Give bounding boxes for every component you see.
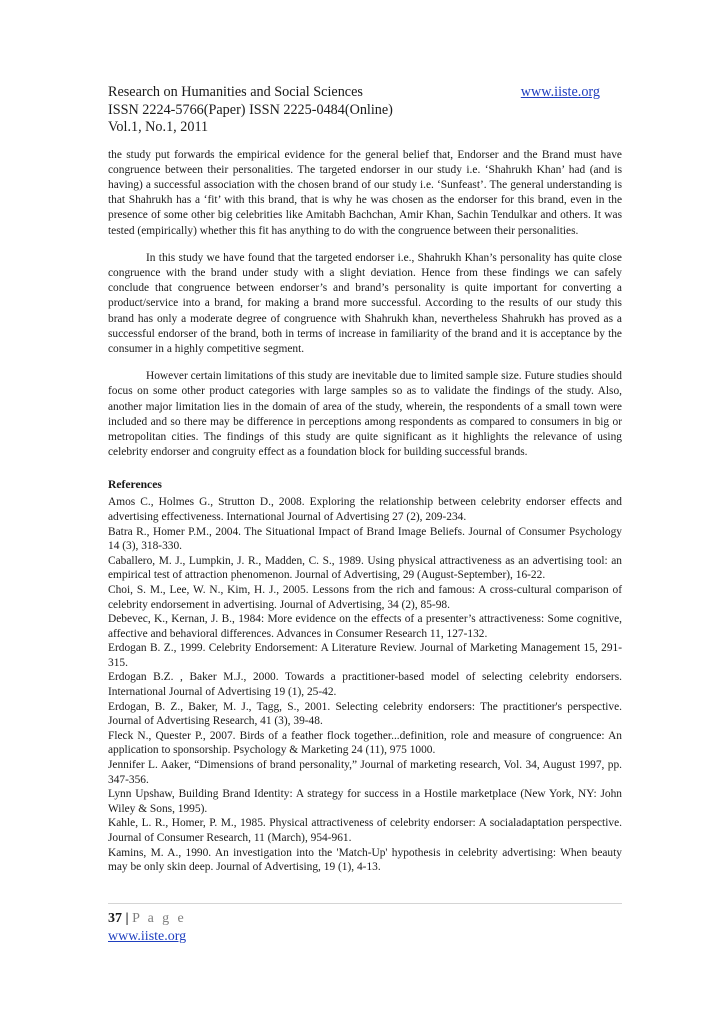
body-paragraph-1: the study put forwards the empirical evidence for the general belief that, Endorser and the Brand must have congruence between their personalities. The targeted endorser in our study i.e. ‘Shahrukh Khan’ had (and is having) a successful association with the chosen brand of our study i.e. ‘Sunfeast’. The general understanding is that Shahrukh has a ‘fit’ with this brand, that is why he was chosen as the endorser for this brand, even in the presence of some other big celebrities like Amitabh Bachchan, Amir Khan, Sachin Tendulkar and others. It was tested (empirically) whether this fit has anything to do with the congruence between their personalities. <box>108 148 622 237</box>
reference-item: Caballero, M. J., Lumpkin, J. R., Madden, C. S., 1989. Using physical attractiveness as an advertising tool: an empirical test of attraction phenomenon. Journal of Advertising, 29 (August-September), 16-22. <box>108 554 622 582</box>
reference-item: Erdogan B. Z., 1999. Celebrity Endorsement: A Literature Review. Journal of Marketing Management 15, 291-315. <box>108 642 622 669</box>
reference-item: Choi, S. M., Lee, W. N., Kim, H. J., 2005. Lessons from the rich and famous: A cross-cultural comparison of celebrity endorsement in advertising. Journal of Advertising, 34 (2), 85-98. <box>108 583 622 611</box>
footer-url-link[interactable]: www.iiste.org <box>108 929 187 944</box>
header-url-link[interactable]: www.iiste.org <box>520 84 600 100</box>
volume-line: Vol.1, No.1, 2011 <box>108 119 209 135</box>
reference-item: Batra R., Homer P.M., 2004. The Situational Impact of Brand Image Beliefs. Journal of Consumer Psychology 14 (3), 318-330. <box>108 525 622 553</box>
reference-item: Kamins, M. A., 1990. An investigation into the 'Match-Up' hypothesis in celebrity advertising: When beauty may be only skin deep. Journal of Advertising, 19 (1), 4-13. <box>108 846 622 874</box>
page-footer <box>108 903 622 945</box>
journal-title: Research on Humanities and Social Sciences <box>108 84 363 100</box>
page-content <box>108 84 622 875</box>
body-paragraph-2: In this study we have found that the targeted endorser i.e., Shahrukh Khan’s personality has quite close congruence with the brand under study with a slight deviation. Hence from these findings we can safely conclude that congruence between endorser’s and brand’s personality is quite important for converting a product/service into a brand, for making a brand more successful. According to the results of our study this brand has only a moderate degree of congruence with Shahrukh khan, nevertheless Shahrukh has proved as a successful endorser of the brand, both in terms of increase in familiarity of the brand and it is acceptance by the consumer in a highly competitive segment. <box>108 251 622 355</box>
reference-item: Jennifer L. Aaker, “Dimensions of brand personality,” Journal of marketing research, Vol. 34, August 1997, pp. 347-356. <box>108 759 622 786</box>
page-number: 37 <box>108 911 122 926</box>
reference-item: Erdogan, B. Z., Baker, M. J., Tagg, S., 2001. Selecting celebrity endorsers: The practitioner's perspective. Journal of Advertising Research, 41 (3), 39-48. <box>108 700 622 728</box>
reference-item: Lynn Upshaw, Building Brand Identity: A strategy for success in a Hostile marketplace (New York, NY: John Wiley & Sons, 1995). <box>108 788 622 815</box>
reference-item: Debevec, K., Kernan, J. B., 1984: More evidence on the effects of a presenter’s attractiveness: Some cognitive, affective and behavioral differences. Advances in Consumer Research 11, 127-132. <box>108 613 622 640</box>
body-text <box>108 148 622 461</box>
body-paragraph-3: However certain limitations of this study are inevitable due to limited sample size. Future studies should focus on some other product categories with large samples so as to validate the findings of the study. Also, another major limitation lies in the domain of area of the study, wherein, the respondents of a small town were included and so there may be difference in perceptions among respondents as compared to consumers in big or metropolitan cities. The findings of this study are quite significant as it highlights the relevance of using celebrity endorser and congruity effect as a foundation block for building successful brands. <box>108 370 622 459</box>
references-list <box>108 495 622 874</box>
reference-item: Erdogan B.Z. , Baker M.J., 2000. Towards a practitioner-based model of selecting celebrity endorsers. International Journal of Advertising 19 (1), 25-42. <box>108 671 622 699</box>
page-separator: | <box>125 911 129 926</box>
reference-item: Amos C., Holmes G., Strutton D., 2008. Exploring the relationship between celebrity endorser effects and advertising effectiveness. International Journal of Advertising 27 (2), 209-234. <box>108 496 622 523</box>
journal-header <box>108 84 622 137</box>
issn-line: ISSN 2224-5766(Paper) ISSN 2225-0484(Online) <box>108 101 393 118</box>
page-label: P a g e <box>132 911 187 926</box>
page-number-line <box>108 910 622 928</box>
header-line-1 <box>108 84 622 102</box>
reference-item: Fleck N., Quester P., 2007. Birds of a feather flock together...definition, role and measure of congruence: An application to sponsorship. Psychology & Marketing 24 (11), 975 1000. <box>108 729 622 757</box>
references-heading: References <box>108 478 162 492</box>
reference-item: Kahle, L. R., Homer, P. M., 1985. Physical attractiveness of celebrity endorser: A socialadaptation perspective. Journal of Consumer Research, 11 (March), 954-961. <box>108 817 622 845</box>
